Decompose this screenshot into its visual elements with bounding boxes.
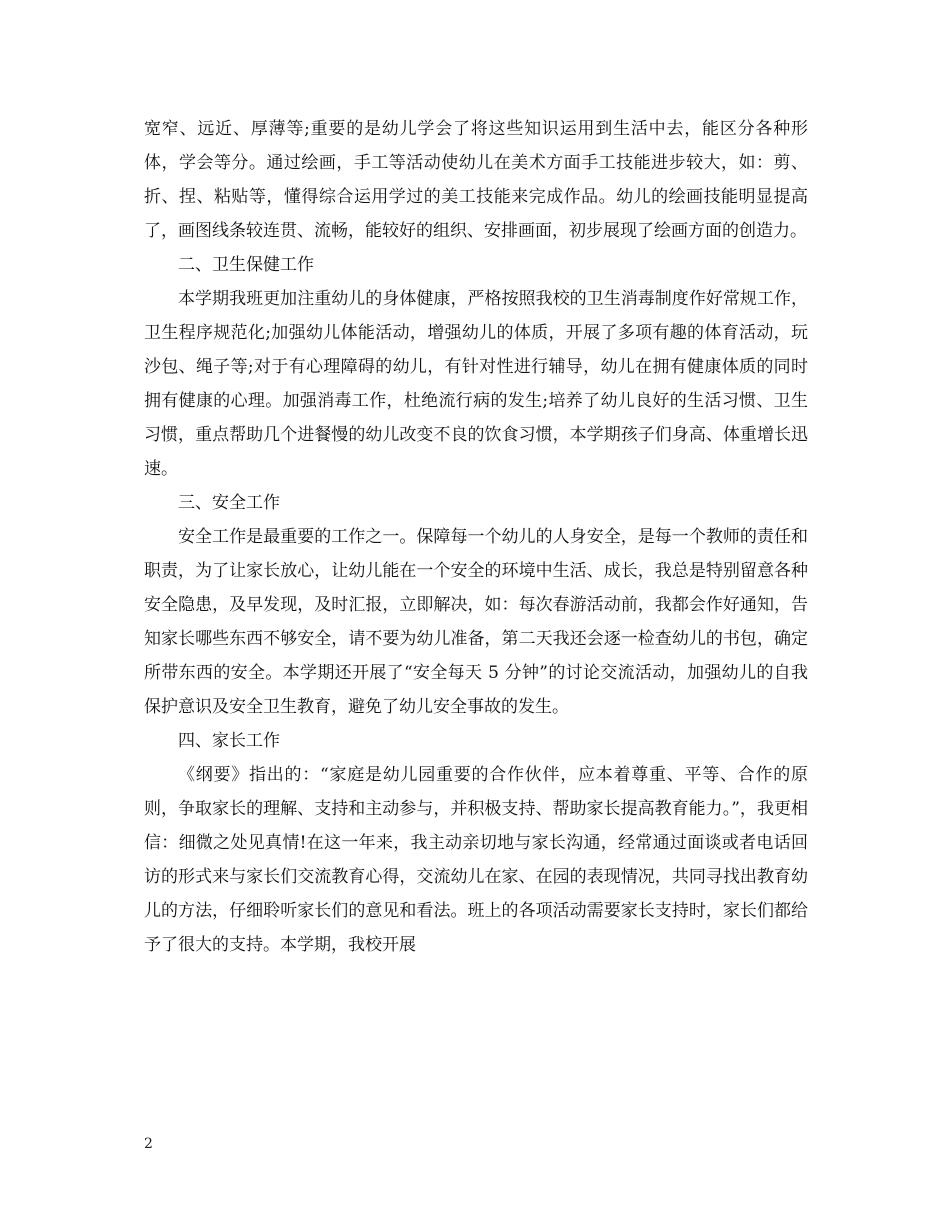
document-body	[144, 112, 808, 962]
section-heading-parents: 四、家长工作	[178, 731, 280, 751]
page-number: 2	[144, 1136, 153, 1152]
body-paragraph-continuation: 宽窄、远近、厚薄等;重要的是幼儿学会了将这些知识运用到生活中去，能区分各种形体，学会等分。通过绘画，手工等活动使幼儿在美术方面手工技能进步较大，如：剪、折、捏、粘贴等，懂得综合运用学过的美工技能来完成作品。幼儿的绘画技能明显提高了，画图线条较连贯、流畅，能较好的组织、安排画面，初步展现了绘画方面的创造力。	[144, 119, 808, 241]
section-heading-safety: 三、安全工作	[178, 493, 280, 513]
section-heading-health: 二、卫生保健工作	[178, 255, 314, 275]
body-paragraph-parents: 《纲要》指出的：“家庭是幼儿园重要的合作伙伴，应本着尊重、平等、合作的原则，争取家长的理解、支持和主动参与，并积极支持、帮助家长提高教育能力。”，我更相信：细微之处见真情!在这一年来，我主动亲切地与家长沟通，经常通过面谈或者电话回访的形式来与家长们交流教育心得，交流幼儿在家、在园的表现情况，共同寻找出教育幼儿的方法，仔细聆听家长们的意见和看法。班上的各项活动需要家长支持时，家长们都给予了很大的支持。本学期，我校开展	[144, 765, 808, 955]
body-paragraph-health: 本学期我班更加注重幼儿的身体健康，严格按照我校的卫生消毒制度作好常规工作，卫生程序规范化;加强幼儿体能活动，增强幼儿的体质，开展了多项有趣的体育活动，玩沙包、绳子等;对于有心理障碍的幼儿，有针对性进行辅导，幼儿在拥有健康体质的同时拥有健康的心理。加强消毒工作，杜绝流行病的发生;培养了幼儿良好的生活习惯、卫生习惯，重点帮助几个进餐慢的幼儿改变不良的饮食习惯，本学期孩子们身高、体重增长迅速。	[144, 289, 808, 479]
body-paragraph-safety: 安全工作是最重要的工作之一。保障每一个幼儿的人身安全，是每一个教师的责任和职责，为了让家长放心，让幼儿能在一个安全的环境中生活、成长，我总是特别留意各种安全隐患，及早发现，及时汇报，立即解决，如：每次春游活动前，我都会作好通知，告知家长哪些东西不够安全，请不要为幼儿准备，第二天我还会逐一检查幼儿的书包，确定所带东西的安全。本学期还开展了“安全每天 5 分钟”的讨论交流活动，加强幼儿的自我保护意识及安全卫生教育，避免了幼儿安全事故的发生。	[144, 527, 808, 717]
